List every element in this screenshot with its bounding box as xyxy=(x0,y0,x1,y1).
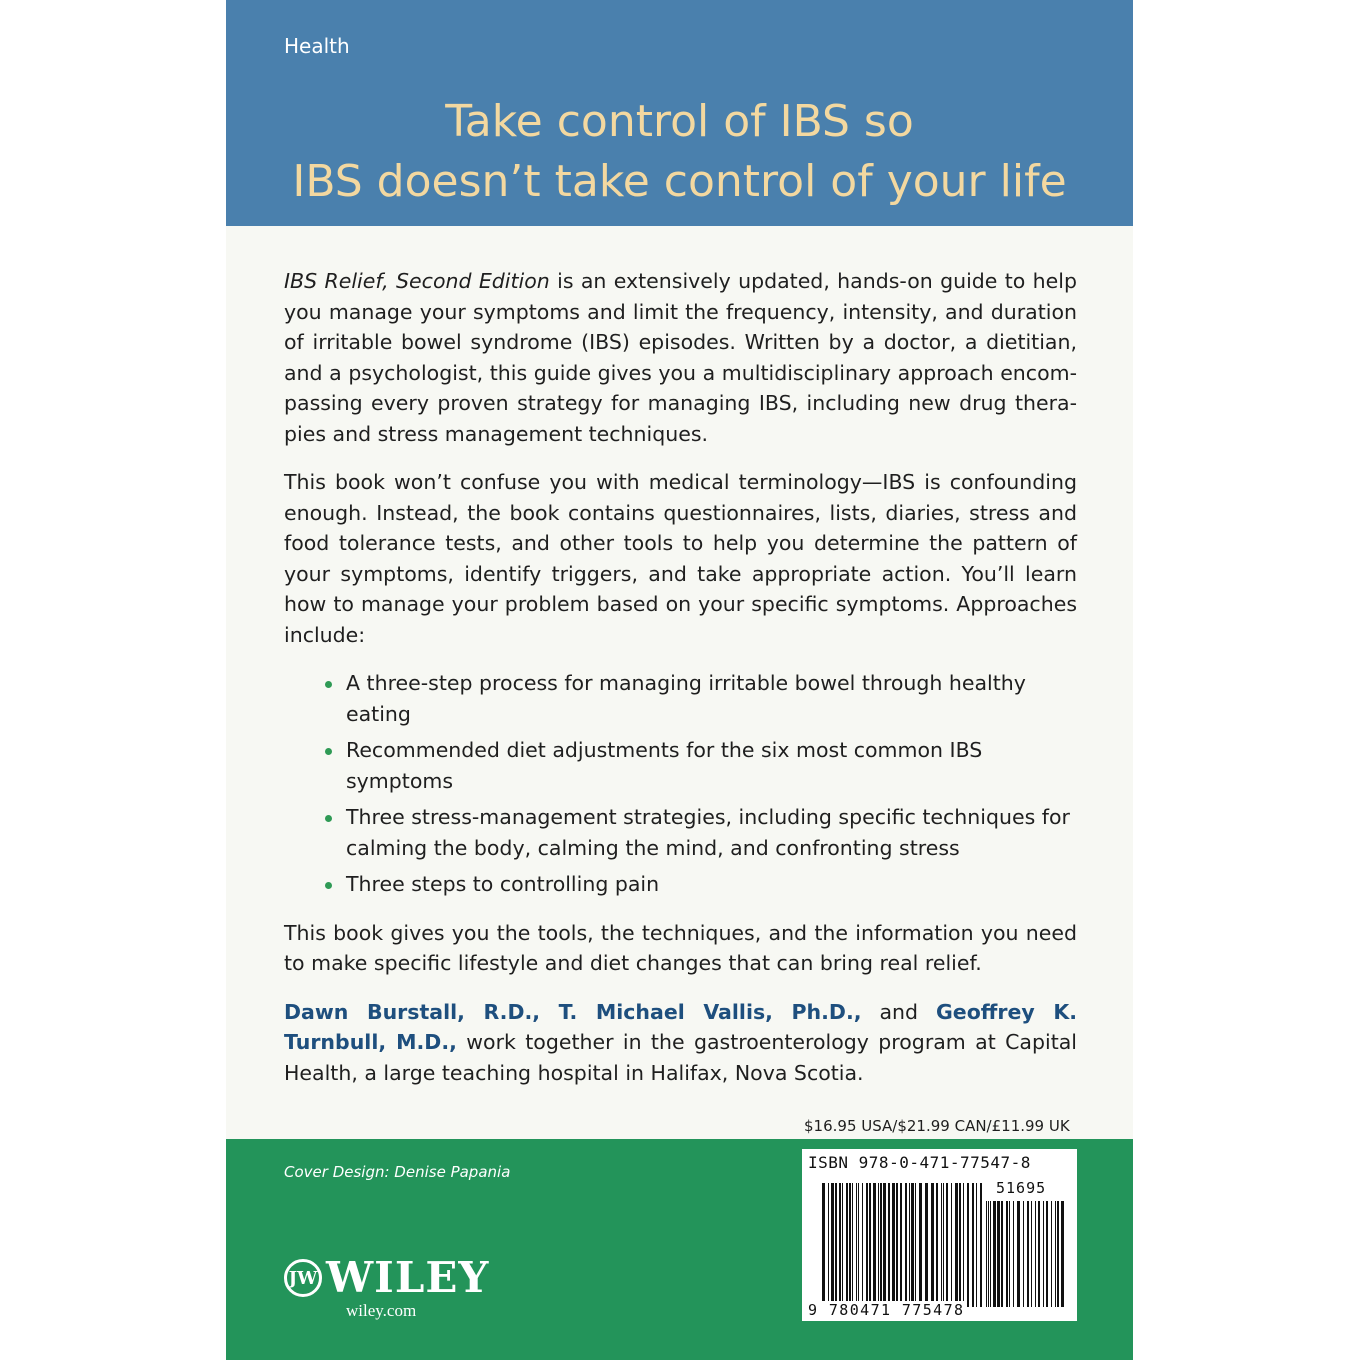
publisher-name: WILEY xyxy=(326,1253,490,1302)
bullet-dot-icon xyxy=(325,681,332,688)
price-label: $16.95 USA/$21.99 CAN/£11.99 UK xyxy=(804,1117,1070,1135)
closing-paragraph: This book gives you the tools, the techniques, and the information you need to make specific lifestyle and diet changes that can bring real relief. xyxy=(284,920,1077,975)
header-band xyxy=(226,0,1133,226)
book-title-italic: IBS Relief, Second Edition xyxy=(284,269,550,293)
publisher-url: wiley.com xyxy=(346,1301,417,1320)
barcode-digits: 9 780471 775478 xyxy=(808,1301,965,1319)
list-item: Recommended diet adjustments for the six most common IBS symptoms xyxy=(346,735,1077,796)
intro-paragraph xyxy=(284,266,1077,449)
bullet-dot-icon xyxy=(325,748,332,755)
barcode xyxy=(802,1149,1077,1321)
bullet-dot-icon xyxy=(325,815,332,822)
publisher-logo xyxy=(284,1253,490,1321)
category-label: Health xyxy=(284,34,350,58)
price-addon-code: 51695 xyxy=(996,1179,1047,1197)
authors-bio: work together in the gastroenterology program at Capital Health, a large teaching hospital in Halifax, Nova Scotia. xyxy=(284,1030,1077,1085)
wiley-seal-icon: JW xyxy=(284,1259,322,1297)
cover-design-credit: Cover Design: Denise Papania xyxy=(284,1163,511,1181)
isbn-number: ISBN 978-0-471-77547-8 xyxy=(808,1153,1031,1172)
approach-paragraph: This book won’t confuse you with medical terminology—IBS is confounding enough. Instead, the book contains questionnaires, lists, diaries, stress and food tolerance tests, and other tools to help you determine the pattern of your symptoms, identify triggers, and take appropriate action. You’ll learn how to manage your problem based on your specific symptoms. Approaches include: xyxy=(284,470,1077,647)
list-item: Three stress-management strategies, including specific techniques for calming the body, calming the mind, and confronting stress xyxy=(346,802,1077,863)
intro-paragraph-text: is an extensively updated, hands-on guide to help you manage your symptoms and limit the frequency, intensity, and duration of irritable bowel syndrome (IBS) episodes. Written by a doctor, a dietitian, and a psychologist, this guide gives you a multidisciplinary approach encompassing every proven strategy for managing IBS, including new drug therapies and stress management techniques. xyxy=(284,269,1077,446)
barcode-bars-icon xyxy=(822,1183,982,1307)
headline-line-1: Take control of IBS so xyxy=(445,96,914,147)
author-names-2: Geoffrey K. Turnbull, M.D., xyxy=(284,999,1078,1054)
author-names-1: Dawn Burstall, R.D., T. Michael Vallis, Ph.D., xyxy=(284,999,862,1024)
description-body xyxy=(284,266,1077,1106)
headline xyxy=(226,92,1133,212)
list-item: A three-step process for managing irritable bowel through healthy eating xyxy=(346,668,1077,729)
headline-line-2: IBS doesn’t take control of your life xyxy=(292,156,1067,207)
book-back-cover xyxy=(226,0,1133,1360)
footer-band xyxy=(226,1139,1133,1360)
barcode-addon-bars-icon xyxy=(986,1201,1066,1307)
list-item: Three steps to controlling pain xyxy=(346,869,1077,900)
authors-paragraph: Dawn Burstall, R.D., T. Michael Vallis, Ph.D., and Geoffrey K. Turnbull, M.D., work together in the gastroenterology program at Capital Health, a large teaching hospital in Halifax, Nova Scotia. xyxy=(284,999,1078,1085)
approaches-list xyxy=(284,668,1077,900)
bullet-dot-icon xyxy=(325,882,332,889)
